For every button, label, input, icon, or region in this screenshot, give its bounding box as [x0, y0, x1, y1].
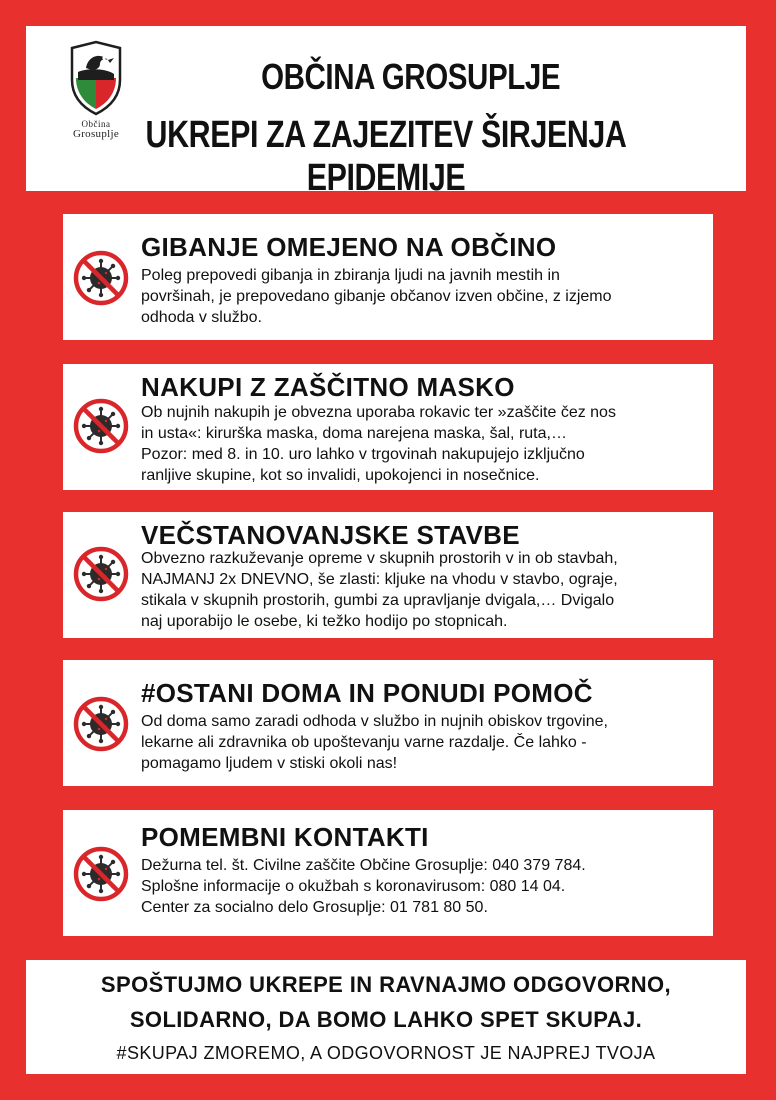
card-line: Dežurna tel. št. Civilne zaščite Občine Grosuplje: 040 379 784.: [141, 857, 586, 874]
logo-line-2: Grosuplje: [72, 128, 120, 140]
card-line: odhoda v službo.: [141, 309, 262, 326]
card-text: [141, 265, 701, 328]
card-text: [141, 402, 701, 486]
card-line: NAJMANJ 2x DNEVNO, še zlasti: kljuke na vhodu v stavbo, ograje,: [141, 571, 618, 588]
card-stay-home: [63, 660, 713, 786]
no-virus-icon: [73, 546, 129, 602]
card-line: naj uporabijo le osebe, ki težko hodijo po stopnicah.: [141, 613, 508, 630]
card-line: Obvezno razkuževanje opreme v skupnih prostorih v in ob stavbah,: [141, 550, 618, 567]
card-title: POMEMBNI KONTAKTI: [141, 822, 429, 852]
footer-hashtag: #SKUPAJ ZMOREMO, A ODGOVORNOST JE NAJPREJ TVOJA: [116, 1043, 656, 1063]
page-subtitle: UKREPI ZA ZAJEZITEV ŠIRJENJA EPIDEMIJE: [145, 114, 627, 199]
card-text: [141, 855, 701, 918]
card-text: [141, 548, 701, 632]
footer-slogan-line-2: SOLIDARNO, DA BOMO LAHKO SPET SKUPAJ.: [129, 1007, 643, 1032]
card-line: ranljive skupine, kot so invalidi, upokojenci in nosečnice.: [141, 467, 540, 484]
header-panel: [26, 26, 746, 199]
no-virus-icon: [73, 398, 129, 454]
card-title: NAKUPI Z ZAŠČITNO MASKO: [141, 372, 515, 402]
card-line: pomagamo ljudem v stiski okoli nas!: [141, 755, 398, 772]
card-important-contacts: [63, 810, 713, 936]
no-virus-icon: [73, 250, 129, 306]
card-line: Ob nujnih nakupih je obvezna uporaba rokavic ter »zaščite čez nos: [141, 404, 616, 421]
card-line: površinah, je prepovedano gibanje občanov izven občine, z izjemo: [141, 288, 612, 305]
no-virus-icon: [73, 846, 129, 902]
no-virus-icon: [73, 696, 129, 752]
card-movement-limited: [63, 214, 713, 340]
card-title: #OSTANI DOMA IN PONUDI POMOČ: [141, 678, 593, 708]
card-line: Splošne informacije o okužbah s koronavirusom: 080 14 04.: [141, 878, 566, 895]
card-title: VEČSTANOVANJSKE STAVBE: [141, 520, 520, 550]
card-title: GIBANJE OMEJENO NA OBČINO: [141, 232, 557, 262]
card-line: in usta«: kirurška maska, doma narejena maska, šal, ruta,…: [141, 425, 567, 442]
card-line: Od doma samo zaradi odhoda v službo in nujnih obiskov trgovine,: [141, 713, 608, 730]
logo-line-1: Občina: [81, 119, 111, 129]
card-line: stikala v skupnih prostorih, gumbi za upravljanje dvigala,… Dvigalo: [141, 592, 615, 609]
card-text: [141, 711, 701, 774]
card-apartment-buildings: [63, 512, 713, 638]
card-line: Poleg prepovedi gibanja in zbiranja ljudi na javnih mestih in: [141, 267, 560, 284]
footer-slogan-line-1: SPOŠTUJMO UKREPE IN RAVNAJMO ODGOVORNO,: [100, 972, 672, 997]
card-line: Center za socialno delo Grosuplje: 01 781 80 50.: [141, 899, 488, 916]
card-shopping-mask: [63, 364, 713, 490]
card-line: lekarne ali zdravnika ob upoštevanju varne razdalje. Če lahko -: [141, 734, 587, 751]
card-line: Pozor: med 8. in 10. uro lahko v trgovinah nakupujejo izključno: [141, 446, 585, 463]
footer-panel: [26, 960, 746, 1074]
page-title: OBČINA GROSUPLJE: [261, 56, 561, 97]
